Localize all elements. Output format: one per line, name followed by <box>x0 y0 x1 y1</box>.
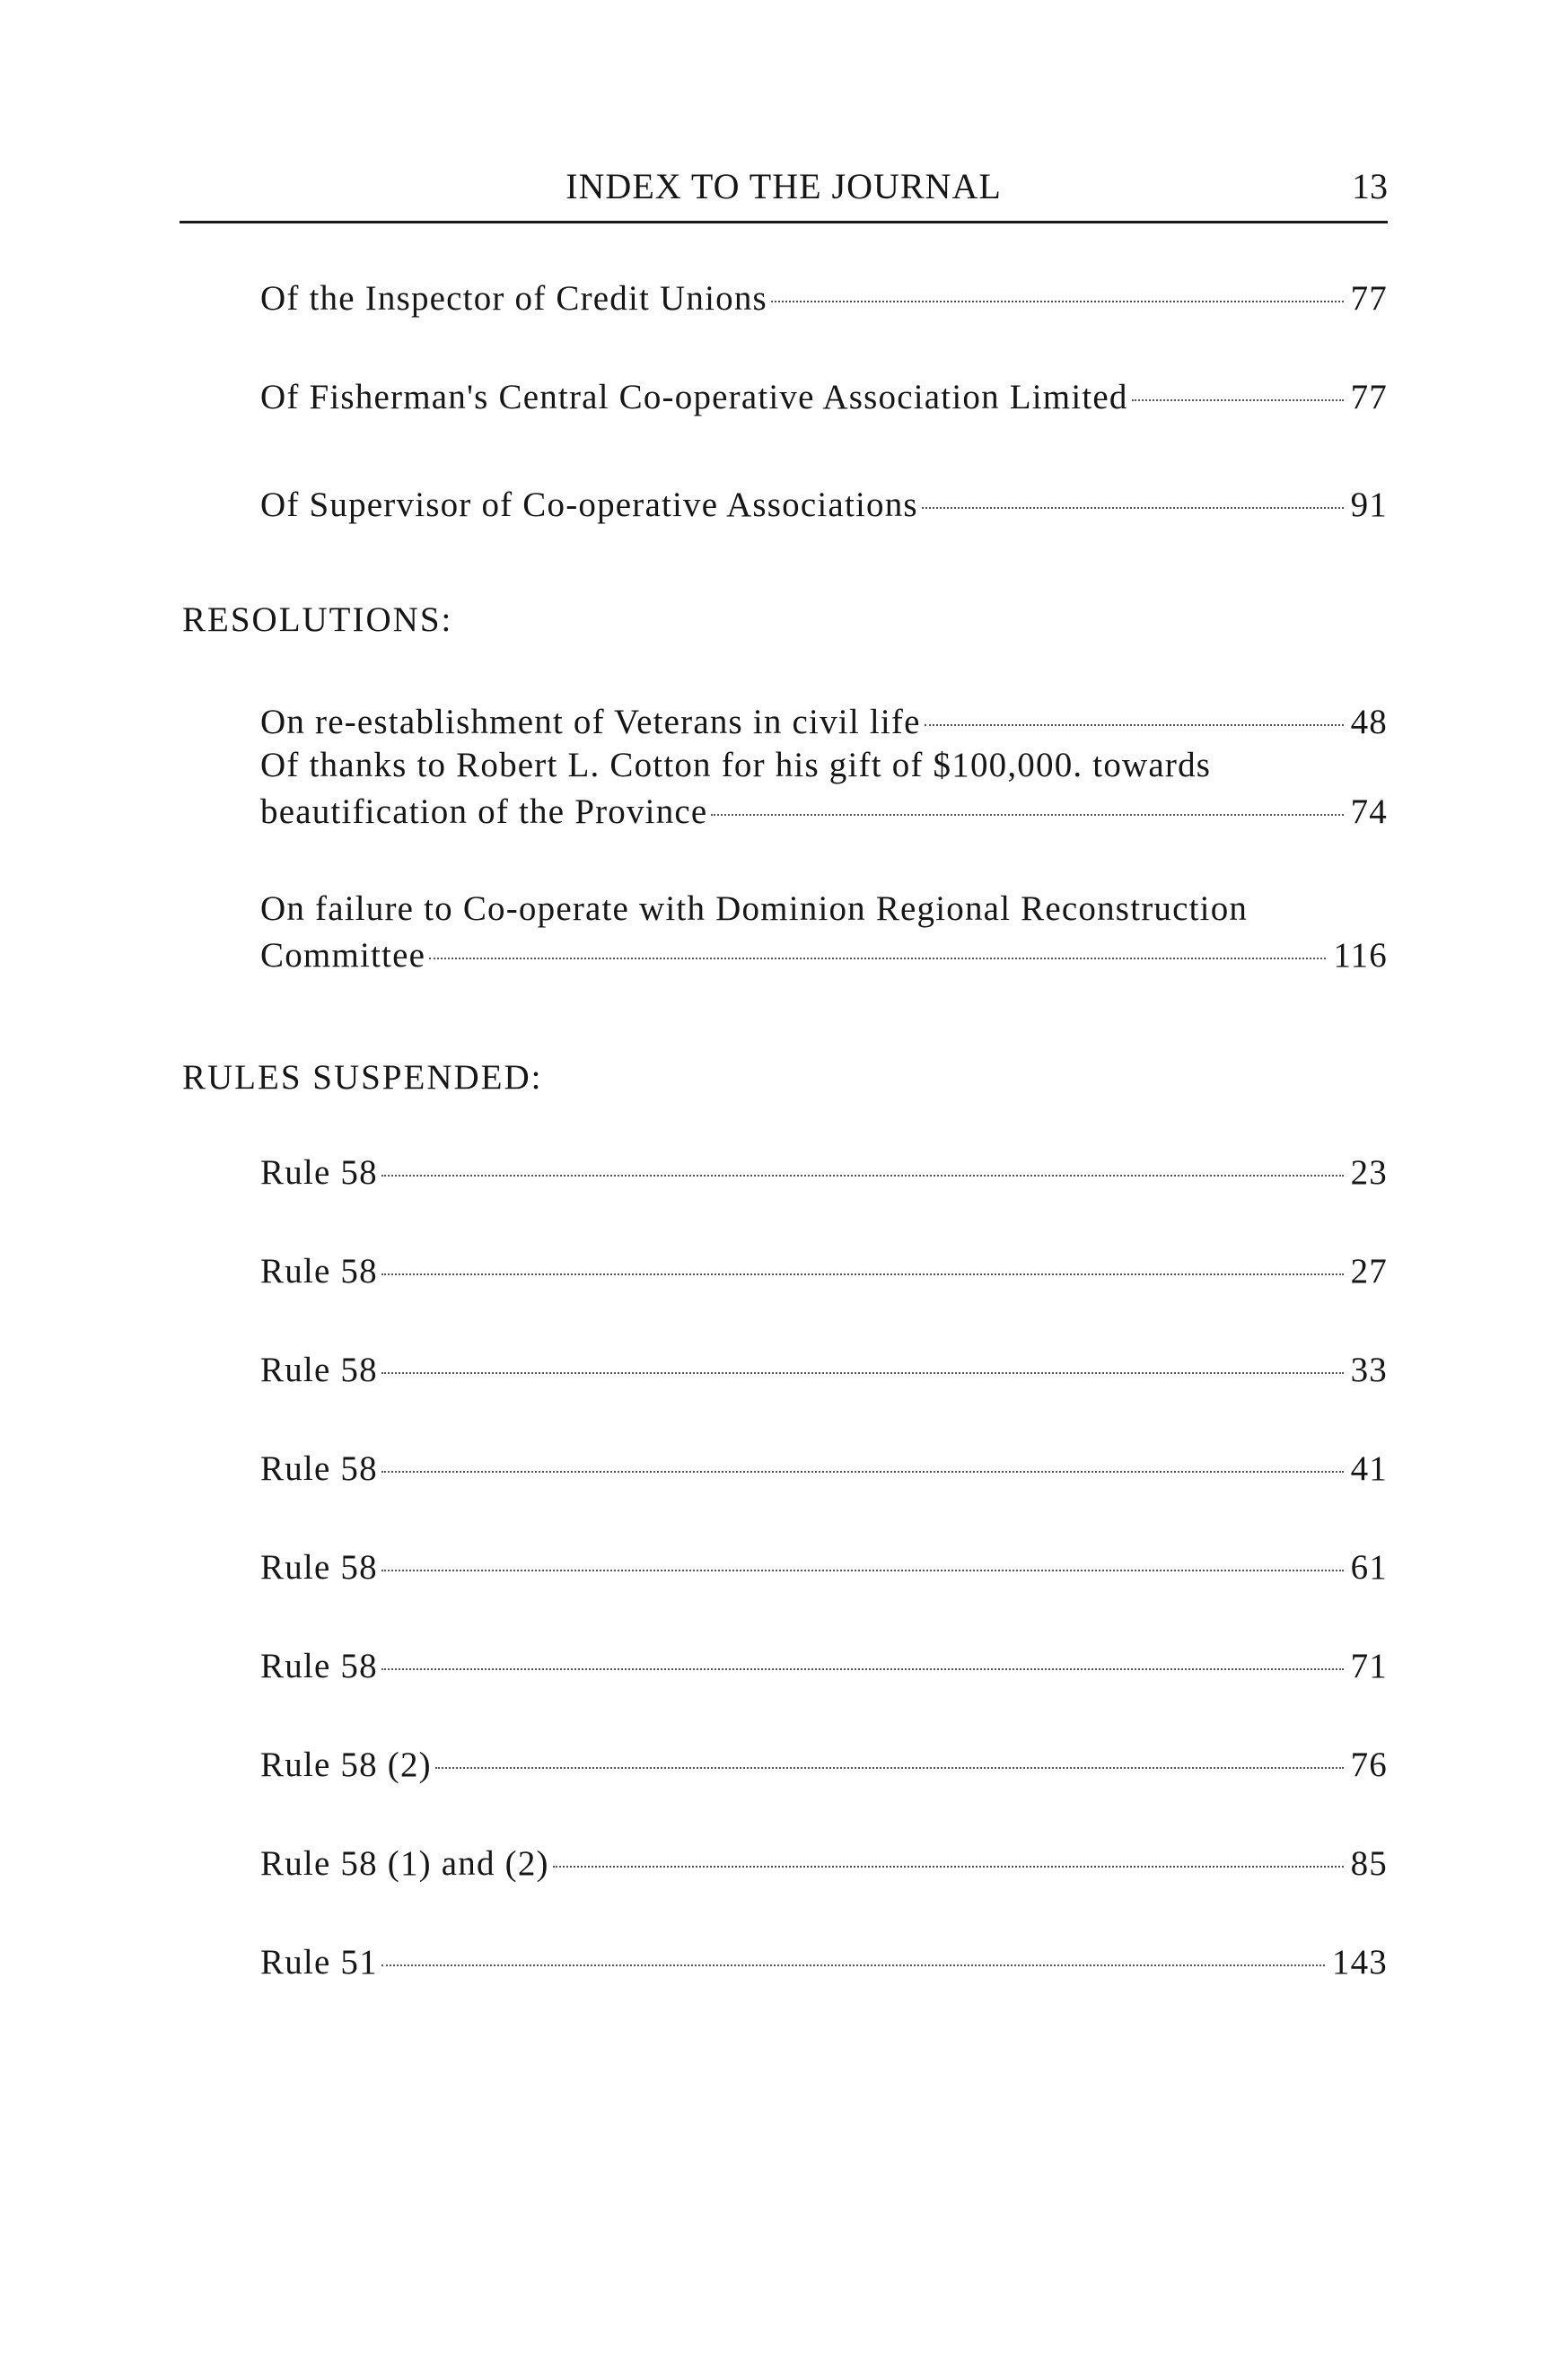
page-header <box>180 162 1388 223</box>
index-entry <box>260 1942 1388 1987</box>
index-entry <box>260 1745 1388 1789</box>
dot-leader <box>381 1372 1344 1374</box>
entry-page: 33 <box>1350 1351 1388 1389</box>
entry-page: 91 <box>1350 486 1388 524</box>
entry-page: 77 <box>1350 378 1388 416</box>
section-heading-resolutions: RESOLUTIONS: <box>182 600 453 639</box>
dot-leader <box>435 1767 1344 1769</box>
entry-page: 41 <box>1350 1449 1388 1488</box>
entry-text: Rule 58 <box>260 1548 378 1587</box>
index-entry <box>260 1350 1388 1395</box>
index-entry <box>260 1251 1388 1296</box>
entry-page: 85 <box>1350 1844 1388 1883</box>
index-entry <box>260 792 1388 836</box>
dot-leader <box>925 724 1344 726</box>
dot-leader <box>922 507 1344 509</box>
entry-text: Rule 58 <box>260 1252 378 1291</box>
entry-text: Rule 58 <box>260 1153 378 1192</box>
index-entry <box>260 702 1388 747</box>
dot-leader <box>381 1668 1344 1670</box>
index-entry <box>260 935 1388 980</box>
entry-page: 143 <box>1331 1943 1388 1982</box>
dot-leader <box>771 301 1344 302</box>
entry-text: Of the Inspector of Credit Unions <box>260 279 767 318</box>
index-entry <box>260 1646 1388 1691</box>
dot-leader <box>381 1273 1344 1275</box>
dot-leader <box>381 1964 1325 1966</box>
section-heading-rules-suspended: RULES SUSPENDED: <box>182 1058 543 1097</box>
entry-page: 27 <box>1350 1252 1388 1291</box>
entry-text: beautification of the Province <box>260 792 708 831</box>
entry-text: Rule 58 <box>260 1647 378 1685</box>
dot-leader <box>711 814 1343 816</box>
entry-page: 77 <box>1350 279 1388 318</box>
entry-text: On re-establishment of Veterans in civil life <box>260 703 921 741</box>
dot-leader <box>1132 399 1344 401</box>
index-entry <box>260 1152 1388 1197</box>
index-entry <box>260 1547 1388 1592</box>
dot-leader <box>429 958 1326 959</box>
index-entry-line: On failure to Co-operate with Dominion Regional Reconstruction <box>260 889 1249 928</box>
index-entry <box>260 377 1388 422</box>
entry-text: Of Supervisor of Co-operative Associations <box>260 486 918 524</box>
entry-page: 116 <box>1333 936 1388 975</box>
entry-page: 71 <box>1350 1647 1388 1685</box>
entry-page: 76 <box>1350 1746 1388 1784</box>
index-entry <box>260 485 1388 529</box>
page-title: INDEX TO THE JOURNAL <box>565 166 1002 206</box>
entry-page: 74 <box>1350 792 1388 831</box>
index-entry <box>260 1448 1388 1493</box>
entry-page: 48 <box>1350 703 1388 741</box>
entry-text: Rule 58 (2) <box>260 1746 432 1784</box>
entry-text: Rule 51 <box>260 1943 378 1982</box>
index-entry-line: Of thanks to Robert L. Cotton for his gift of $100,000. towards <box>260 746 1212 784</box>
entry-text: Rule 58 <box>260 1351 378 1389</box>
index-entry <box>260 1843 1388 1888</box>
dot-leader <box>553 1866 1344 1868</box>
entry-text: Committee <box>260 936 426 975</box>
entry-text: Rule 58 <box>260 1449 378 1488</box>
dot-leader <box>381 1570 1344 1571</box>
entry-page: 61 <box>1350 1548 1388 1587</box>
entry-page: 23 <box>1350 1153 1388 1192</box>
dot-leader <box>381 1471 1344 1473</box>
page-number: 13 <box>1352 166 1388 206</box>
entry-text: Of Fisherman's Central Co-operative Association Limited <box>260 378 1128 416</box>
dot-leader <box>381 1175 1344 1177</box>
entry-text: Rule 58 (1) and (2) <box>260 1844 549 1883</box>
index-entry <box>260 278 1388 323</box>
